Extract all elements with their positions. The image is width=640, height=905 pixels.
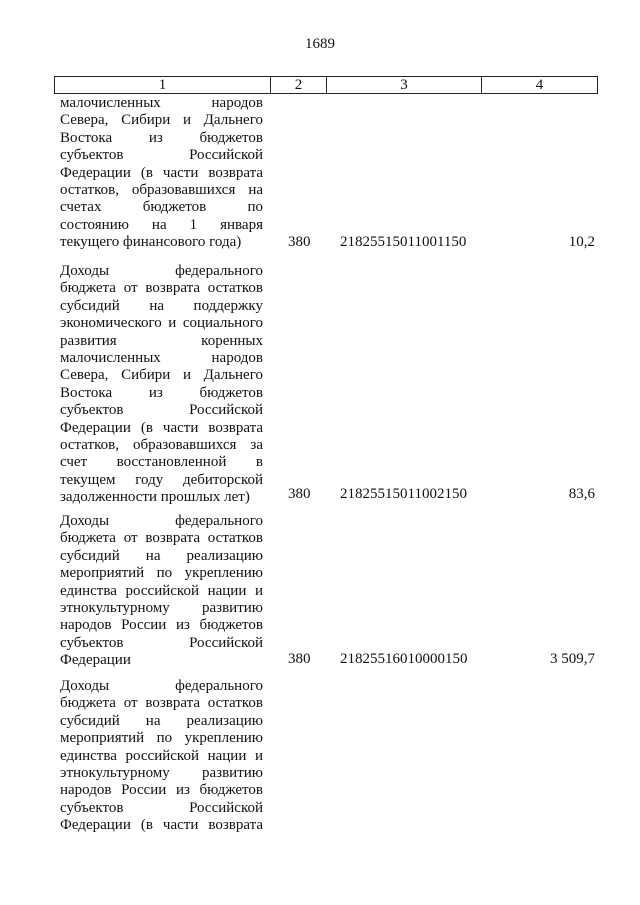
text-line: субсидий на реализацию [60, 547, 263, 564]
text-line: субъектов Российской [60, 147, 263, 164]
row-code-3: 21825515011001150 [340, 234, 467, 250]
text-line: Доходы федерального [60, 678, 263, 694]
text-line: мероприятий по укреплению [60, 565, 263, 582]
row-code-3: 21825515011002150 [340, 486, 467, 502]
text-line: бюджета от возврата остатков [60, 695, 263, 712]
row-code-2: 380 [288, 486, 311, 502]
text-line: субъектов Российской [60, 799, 263, 816]
text-line: субъектов Российской [60, 634, 263, 651]
row-value: 83,6 [568, 486, 595, 502]
text-line: Доходы федерального [60, 263, 263, 279]
text-line: состоянию на 1 января [60, 216, 263, 233]
text-line: развития коренных [60, 332, 263, 349]
text-line: Востока из бюджетов [60, 384, 263, 401]
text-line: малочисленных народов [60, 95, 263, 111]
row-value: 10,2 [568, 234, 595, 250]
text-line: народов России из бюджетов [60, 782, 263, 799]
text-line: субъектов Российской [60, 402, 263, 419]
text-line: Федерации (в части возврата [60, 817, 263, 834]
text-line: этнокультурному развитию [60, 600, 263, 617]
text-line: Федерации (в части возврата [60, 164, 263, 181]
text-line: остатков, образовавшихся на [60, 182, 263, 199]
text-line: единства российской нации и [60, 582, 263, 599]
text-line: этнокультурному развитию [60, 765, 263, 782]
header-col-3: 3 [327, 77, 482, 94]
text-line: Доходы федерального [60, 513, 263, 529]
header-col-1: 1 [55, 77, 271, 94]
row-code-2: 380 [288, 651, 311, 667]
text-line: мероприятий по укреплению [60, 730, 263, 747]
text-line: счет восстановленной в [60, 454, 263, 471]
text-line: единства российской нации и [60, 747, 263, 764]
text-line: Востока из бюджетов [60, 129, 263, 146]
text-line: Севера, Сибири и Дальнего [60, 367, 263, 384]
text-line: малочисленных народов [60, 350, 263, 367]
row-description [60, 678, 263, 835]
row-code-2: 380 [288, 234, 311, 250]
text-line: субсидий на поддержку [60, 297, 263, 314]
text-line: текущем году дебиторской [60, 471, 263, 488]
text-line: остатков, образовавшихся за [60, 437, 263, 454]
row-description [60, 263, 263, 507]
page-number: 1689 [305, 36, 335, 52]
text-line: счетах бюджетов по [60, 199, 263, 216]
text-line: Федерации [60, 652, 131, 669]
row-description [60, 513, 263, 670]
text-line: Федерации (в части возврата [60, 419, 263, 436]
text-line: экономического и социального [60, 315, 263, 332]
header-col-2: 2 [271, 77, 327, 94]
row-description [60, 95, 263, 252]
row-value: 3 509,7 [550, 651, 595, 667]
text-line: Севера, Сибири и Дальнего [60, 112, 263, 129]
row-code-3: 21825516010000150 [340, 651, 468, 667]
text-line: текущего финансового года) [60, 234, 242, 251]
table-header [54, 76, 598, 94]
header-col-4: 4 [482, 77, 598, 94]
text-line: народов России из бюджетов [60, 617, 263, 634]
text-line: бюджета от возврата остатков [60, 280, 263, 297]
text-line: субсидий на реализацию [60, 712, 263, 729]
text-line: бюджета от возврата остатков [60, 530, 263, 547]
text-line: задолженности прошлых лет) [60, 489, 250, 506]
